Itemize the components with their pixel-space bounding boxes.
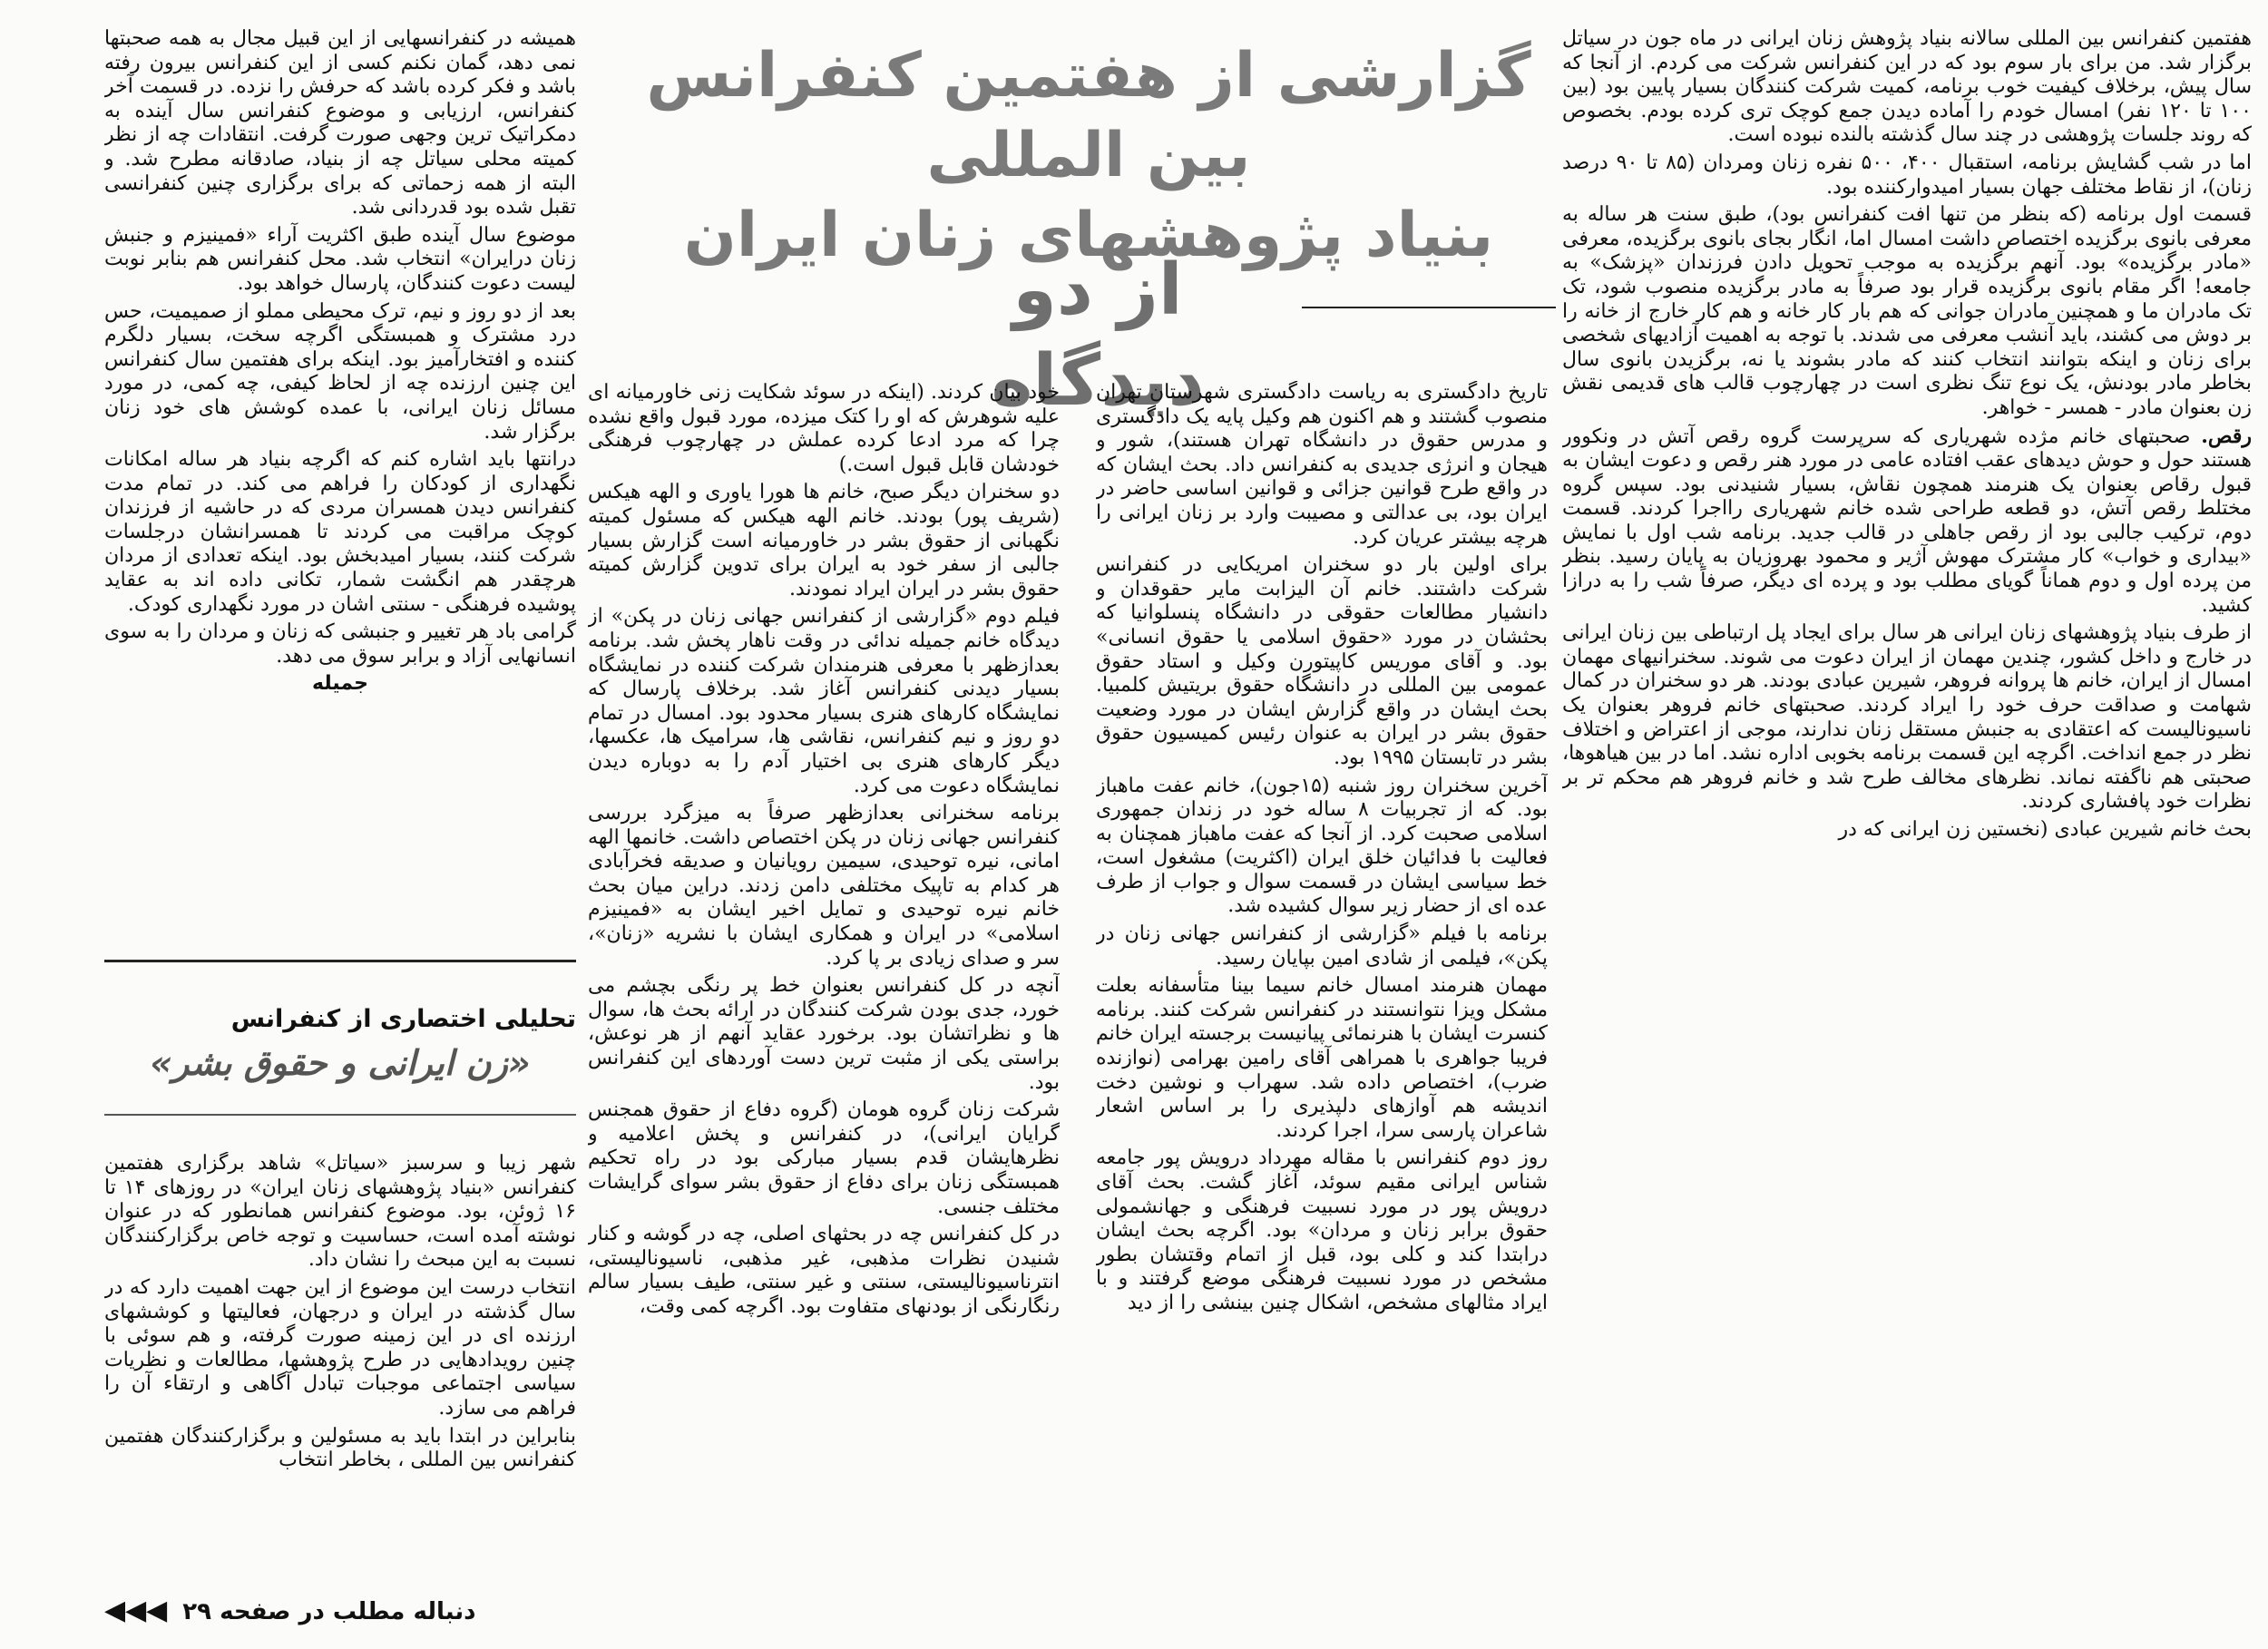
paragraph: همیشه در کنفرانسهایی از این قبیل مجال به همه صحبتها نمی دهد، گمان نکنم کسی از این کنفرانس بیرون رفته باشد و فکر کرده باشد که حرفش را نزده. در قسمت آخر کنفرانس، ارزیابی و موضوع کنفرانس سال آینده به دمکراتیک ترین وجهی صورت گرفت. انتقادات چه از نظر کمیته محلی سیاتل چه از بنیاد، صادقانه مطرح شد. و البته از همه زحماتی که برای برگزاری چنین کنفرانسی تقبل شده بود قدردانی شد.: [104, 27, 576, 220]
paragraph: برای اولین بار دو سخنران امریکایی در کنفرانس شرکت داشتند. خانم آن الیزابت مایر حقوقدان و دانشیار مطالعات حقوقی در دانشگاه پنسلوانیا که بحثشان در مورد «حقوق اسلامی یا حقوق انسانی» بود. و آقای موریس کاپیتورن وکیل و استاد حقوق عمومی بین المللی در دانشگاه حقوق بریتیش کلمبیا. بحث ایشان در واقع گزارش ایشان در مورد وضعیت حقوق بشر در ایران به عنوان رئیس کمیسیون حقوق بشر در تابستان ۱۹۹۵ بود.: [1096, 553, 1548, 769]
continued-text: دنباله مطلب در صفحه ۲۹: [182, 1598, 476, 1625]
paragraph: گرامی باد هر تغییر و جنبشی که زنان و مردان را به سوی انسانهایی آزاد و برابر سوق می دهد.: [104, 620, 576, 668]
paragraph: شرکت زنان گروه هومان (گروه دفاع از حقوق همجنس گرایان ایرانی)، در کنفرانس و پخش اعلامیه و نظرهایشان قدم بسیار مبارکی بود در راه تحکیم همبستگی زنان برای دفاع از حقوق بشر سوای گرایشات مختلف جنسی.: [588, 1098, 1060, 1218]
paragraph: بعد از دو روز و نیم، ترک محیطی مملو از صمیمیت، حس درد مشترک و همبستگی اگرچه سخت، بسیار دلگرم کننده و افتخارآمیز بود. اینکه برای هفتمین سال کنفرانس این چنین ارزنده چه از لحاظ کیفی، چه کمی، در مورد مسائل زنان ایرانی، با عمده کوشش های خود زنان برگزار شد.: [104, 299, 576, 444]
paragraph: درانتها باید اشاره کنم که اگرچه بنیاد هر ساله امکانات نگهداری از کودکان را فراهم می کند. در تمام مدت کنفرانس دیدن همسران مردی که در حاشیه از فرزندان کوچک مراقبت می کردند تا همسرانشان درجلسات شرکت کنند، بسیار امیدبخش بود. اینکه تعدادی از مردان هرچقدر هم انگشت شمار، تکانی داده اند به عقاید پوشیده فرهنگی - سنتی اشان در مورد نگهداری کودک.: [104, 448, 576, 616]
paragraph: روز دوم کنفرانس با مقاله مهرداد درویش پور جامعه شناس ایرانی مقیم سوئد، آغاز گشت. بحث آقای درویش پور در مورد نسبیت فرهنگی و جهانشمولی حقوق برابر زنان و مردان» بود. اگرچه بحث ایشان درابتدا کند و کلی بود، قبل از اتمام وقتشان بطور مشخص در مورد نسبیت فرهنگی موضع گرفتند و با ایراد مثالهای مشخص، اشکال چنین بینشی را از دید: [1096, 1146, 1548, 1314]
paragraph: در کل کنفرانس چه در بحثهای اصلی، چه در گوشه و کنار شنیدن نظرات مذهبی، غیر مذهبی، ناسیونالیستی، انترناسیونالیستی، سنتی و غیر سنتی، طیف بسیار سالم رنگارنگی از بودنهای متفاوت بود. اگرچه کمی وقت،: [588, 1223, 1060, 1318]
subtitle-rule: [1302, 307, 1556, 308]
section-title-rule: [104, 1114, 576, 1116]
paragraph: آنچه در کل کنفرانس بعنوان خط پر رنگی بچشم می خورد، جدی بودن شرکت کنندگان در ارائه بحث ها، سوال ها و نظراتشان بود. برخورد عقاید آنهم از هر نوعش، براستی یکی از مثبت ترین دست آوردهای این کنفرانس بود.: [588, 974, 1060, 1094]
column-left-bottom: [104, 1152, 576, 1587]
paragraph: انتخاب درست این موضوع از این جهت اهمیت دارد که در سال گذشته در ایران و درجهان، فعالیتها و کوششهای ارزنده ای در این زمینه صورت گرفته، و هم سوئی با چنین رویدادهایی در طرح پژوهشها، مطالعات و نظریات سیاسی اجتماعی موجبات تبادل آگاهی و ارتقاء آن را فراهم می سازد.: [104, 1275, 576, 1420]
subtitle-row: [635, 245, 1560, 422]
column-right: [1562, 27, 2252, 1642]
column-left-top: [104, 27, 576, 948]
section-title: «زن ایرانی و حقوق بشر»: [150, 1043, 531, 1083]
paragraph: خود بیان کردند. (اینکه در سوئد شکایت زنی خاورمیانه ای علیه شوهرش که او را کتک میزده، مورد قبول واقع نشده چرا که مرد ادعا کرده عملش در چهارچوب فرهنگی خودشان قابل قبول است.): [588, 381, 1060, 476]
paragraph: برنامه سخنرانی بعدازظهر صرفاً به میزگرد بررسی کنفرانس جهانی زنان در پکن اختصاص داشت. خانمها الهه امانی، نیره توحیدی، سیمین رویانیان و صدیقه فخرآبادی هر کدام به تاپیک مختلفی دامن زدند. دراین میان بحث خانم نیره توحیدی و تمایل اخیر ایشان به «فمینیزم اسلامی» در ایران و همکاری ایشان با نشریه «زنان»، سر و صدای زیادی بر پا کرد.: [588, 802, 1060, 970]
section-heading: تحلیلی اختصاری از کنفرانس: [230, 1005, 576, 1033]
paragraph: قسمت اول برنامه (که بنظر من تنها افت کنفرانس بود)، طبق سنت هر ساله به معرفی بانوی برگزیده اختصاص داشت امسال اما، انگار بجای بانوی برگزیده، معرفی «مادر برگزیده» بود. آنهم برگزیده به موجب تحویل دادن فرزندان «پزشک» به جامعه! اگر مقام بانوی برگزیده قرار بود صرفاً به مادر برگزیده منصوب شود، تک تک مادران ما و همچنین مادران جوانی که هم بار کار خانه و هم کار خارج از خانه را بر دوش می کشند، باید آنشب معرفی می شدند. با توجه به اهمیت آزادیهای شخصی برای زنان و اینکه بتوانند انتخاب کنند که مادر بشوند یا نه، برگزیدن بانوی سال بخاطر مادر بودنش، یک نوع تنگ نظری است در چهارچوب قالب های قدیمی نقش زن بعنوان مادر - همسر - خواهر.: [1562, 203, 2252, 419]
title-line-1: گزارشی از هفتمین کنفرانس بین المللی: [646, 40, 1531, 191]
title-line-2: بنیاد پژوهشهای زنان ایران: [683, 200, 1494, 271]
arrow-left-icon: ◀◀◀: [104, 1595, 168, 1626]
paragraph: موضوع سال آینده طبق اکثریت آراء «فمینیزم و جنبش زنان درایران» انتخاب شد. محل کنفرانس هم بنابر نوبت لیست دعوت کنندگان، پارسال خواهد بود.: [104, 223, 576, 295]
paragraph: شهر زیبا و سرسبز «سیاتل» شاهد برگزاری هفتمین کنفرانس «بنیاد پژوهشهای زنان ایران» در روزهای ۱۴ تا ۱۶ ژوئن، بود. موضوع کنفرانس همانطور که در عنوان نوشته آمده است، حساسیت و توجه خاص برگزارکنندگان نسبت به این مبحث را نشان داد.: [104, 1152, 576, 1272]
paragraph-text: صحبتهای خانم مژده شهریاری که سرپرست گروه رقص آتش در ونکوور هستند حول و حوش دیدهای عقب افتاده عامی در مورد هنر رقص و دعوت ایشان به قبول رقاص بعنوان یک هنرمند همچون نقاش، بسیار شنیدنی بود. سپس گروه مختلط رقص آتش، دو قطعه طراحی شده خانم شهریاری رااجرا کردند. قسمت دوم، ترکیب جالبی بود از رقص جاهلی در قالب جدید. برنامه شب اول با نمایش «بیداری و خواب» کار مشترک مهوش آژیر و محمود بهروزیان به پایان رسید. بنظر من پرده اول و دوم هماناً گویای مطلب بود و پرده ای دیگر، صرفاً شب را به درازا کشید.: [1562, 424, 2252, 617]
paragraph: تاریخ دادگستری به ریاست دادگستری شهرستان تهران منصوب گشتند و هم اکنون هم وکیل پایه یک دادگستری و مدرس حقوق در دانشگاه تهران هستند)، شور و هیجان و انرژی جدیدی به کنفرانس داد. بحث ایشان که در واقع طرح قوانین جزائی و قوانین اساسی حاضر در ایران بود، بی عدالتی و مصیبت وارد بر زنان ایرانی را هرچه بیشتر عریان کرد.: [1096, 381, 1548, 549]
paragraph-lead: رقص.: [2201, 424, 2252, 448]
column-center-left: [588, 381, 1060, 1637]
paragraph: مهمان هنرمند امسال خانم سیما بینا متأسفانه بعلت مشکل ویزا نتوانستند در کنفرانس شرکت کنند. برنامه کنسرت ایشان با هنرنمائی پیانیست برجسته ایران خانم فریبا جواهری با همراهی آقای رامین بهرامی (نوازنده ضرب)، اختصاص داده شد. سهراب و نوشین دخت اندیشه هم آوازهای دلپذیری را بر اساس اشعار شاعران پارسی سرا، اجرا کردند.: [1096, 974, 1548, 1142]
paragraph: آخرین سخنران روز شنبه (۱۵جون)، خانم عفت ماهباز بود. که از تجربیات ۸ ساله خود در زندان جمهوری اسلامی صحبت کرد. از آنجا که عفت ماهباز همچنان به فعالیت با فدائیان خلق ایران (اکثریت) مشغول است، خط سیاسی ایشان در قسمت سوال و جواب از طرف عده ای از حضار زیر سوال کشیده شد.: [1096, 774, 1548, 918]
paragraph: هفتمین کنفرانس بین المللی سالانه بنیاد پژوهش زنان ایرانی در ماه جون در سیاتل برگزار شد. من برای بار سوم بود که در این کنفرانس شرکت می کردم. از آنجا که سال پیش، برخلاف کیفیت خوب برنامه، کمیت شرکت کنندگان بسیار پایین بود (بین ۱۰۰ تا ۱۲۰ نفر) امسال خودم را آماده دیدن جمع کوچک تری کرده بودم. بخصوص که روند جلسات پژوهشی در چند سال گذشته بالنده نبوده است.: [1562, 27, 2252, 147]
paragraph: برنامه با فیلم «گزارشی از کنفرانس جهانی زنان در پکن»، فیلمی از شادی امین بپایان رسید.: [1096, 922, 1548, 970]
paragraph: دو سخنران دیگر صبح، خانم ها هورا یاوری و الهه هیکس (شریف پور) بودند. خانم الهه هیکس که مسئول کمیته نگهبانی از حقوق بشر در خاورمیانه است گزارش بسیار جالبی از سفر خود به ایران برای تدوین گزارش کمیته حقوق بشر در ایران ایراد نمودند.: [588, 481, 1060, 600]
continued-note: [104, 1595, 576, 1626]
article-subtitle: از دو دیدگاه: [991, 249, 1205, 422]
paragraph: فیلم دوم «گزارشی از کنفرانس جهانی زنان در پکن» از دیدگاه خانم جمیله ندائی در وقت ناهار پخش شد. برنامه بعدازظهر با معرفی هنرمندان شرکت کننده در نمایشگاه بسیار دیدنی کنفرانس آغاز شد. برخلاف پارسال که نمایشگاه کارهای هنری بسیار محدود بود. امسال در تمام دو روز و نیم کنفرانس، نقاشی ها، سرامیک ها، عکسها، دیگر کارهای هنری بی اختیار آدم را به دوباره دیدن نمایشگاه دعوت می کرد.: [588, 605, 1060, 797]
paragraph: از طرف بنیاد پژوهشهای زنان ایرانی هر سال برای ایجاد پل ارتباطی بین زنان ایرانی در خارج و داخل کشور، چندین مهمان از ایران دعوت می شوند. سخنرانیهای مهمان امسال از ایران، خانم ها پروانه فروهر، شیرین عبادی بودند. هر دو سخنران در کمال شهامت و صداقت حرف خود را ایراد کردند. صحبتهای خانم فروهر بعنوان یک ناسیونالیست که اعتقادی به جنبش مستقل زنان ندارند، موجی از اعتراض و اختلاف نظر در جمع انداخت. اگرچه این قسمت برنامه بخوبی اداره نشد. اما در بین هیاهوها، صحبتی هم ناگفته نماند. نظرهای مخالف طرح شد و خانم فروهر هم محکم تر بر نظرات خود پافشاری کردند.: [1562, 621, 2252, 814]
paragraph: [1562, 424, 2252, 619]
paragraph: بنابراین در ابتدا باید به مسئولین و برگزارکنندگان هفتمین کنفرانس بین المللی ، بخاطر انتخاب: [104, 1424, 576, 1472]
paragraph: اما در شب گشایش برنامه، استقبال ۴۰۰، ۵۰۰ نفره زنان ومردان (۸۵ تا ۹۰ درصد زنان)، از نقاط مختلف جهان بسیار امیدوارکننده بود.: [1562, 151, 2252, 199]
column-center-right: [1096, 381, 1548, 1637]
paragraph: بحث خانم شیرین عبادی (نخستین زن ایرانی که در: [1838, 818, 2252, 841]
author-signature: جمیله: [312, 672, 368, 696]
section-divider: [104, 960, 576, 962]
